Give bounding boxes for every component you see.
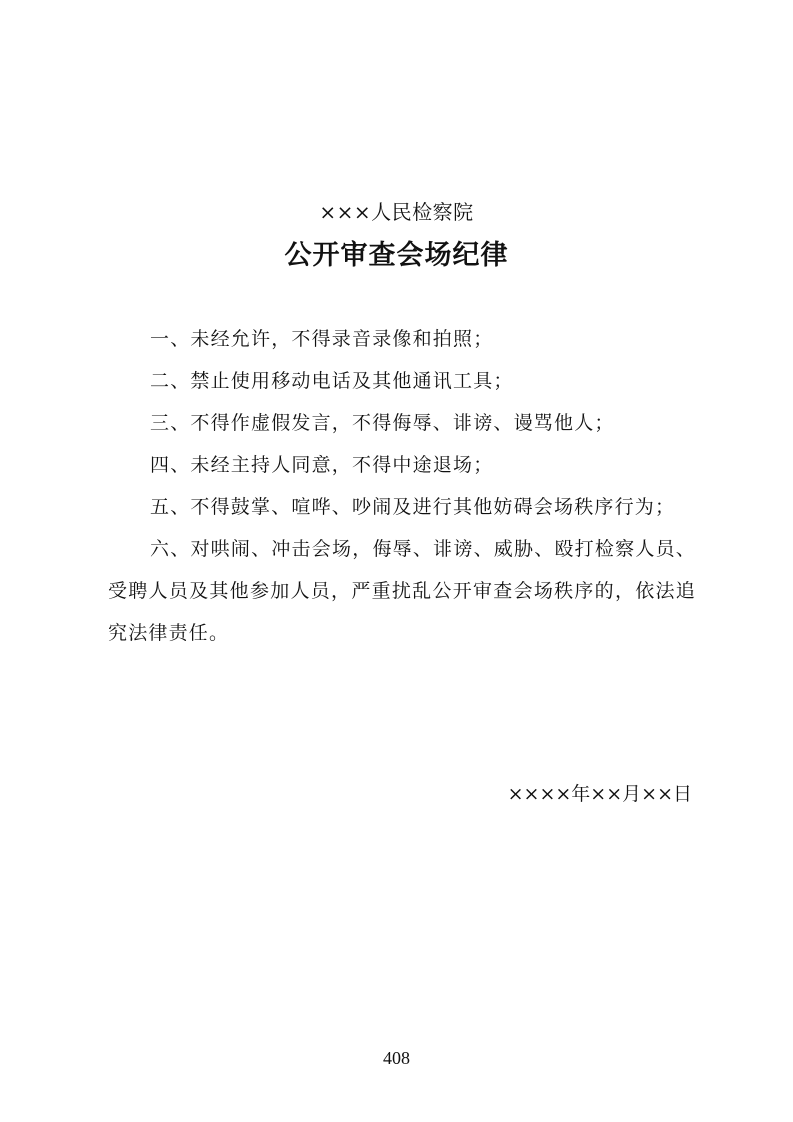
rule-item-5: 五、不得鼓掌、喧哗、吵闹及进行其他妨碍会场秩序行为； (150, 496, 676, 518)
rule-item-4: 四、未经主持人同意，不得中途退场； (150, 454, 494, 476)
rule-item-3: 三、不得作虚假发言，不得侮辱、诽谤、谩骂他人； (150, 412, 615, 434)
rules-list (108, 318, 696, 654)
document-date: ××××年××月××日 (507, 783, 692, 805)
rule-item-2: 二、禁止使用移动电话及其他通讯工具； (150, 370, 514, 392)
rule-item-1: 一、未经允许，不得录音录像和拍照； (150, 328, 494, 350)
page-number: 408 (383, 1048, 410, 1068)
rule-item-6: 六、对哄闹、冲击会场，侮辱、诽谤、威胁、殴打检察人员、受聘人员及其他参加人员，严重扰乱公开审查会场秩序的，依法追究法律责任。 (108, 538, 696, 644)
document-title: 公开审查会场纪律 (284, 240, 509, 271)
organization-name: ×××人民检察院 (319, 200, 474, 224)
